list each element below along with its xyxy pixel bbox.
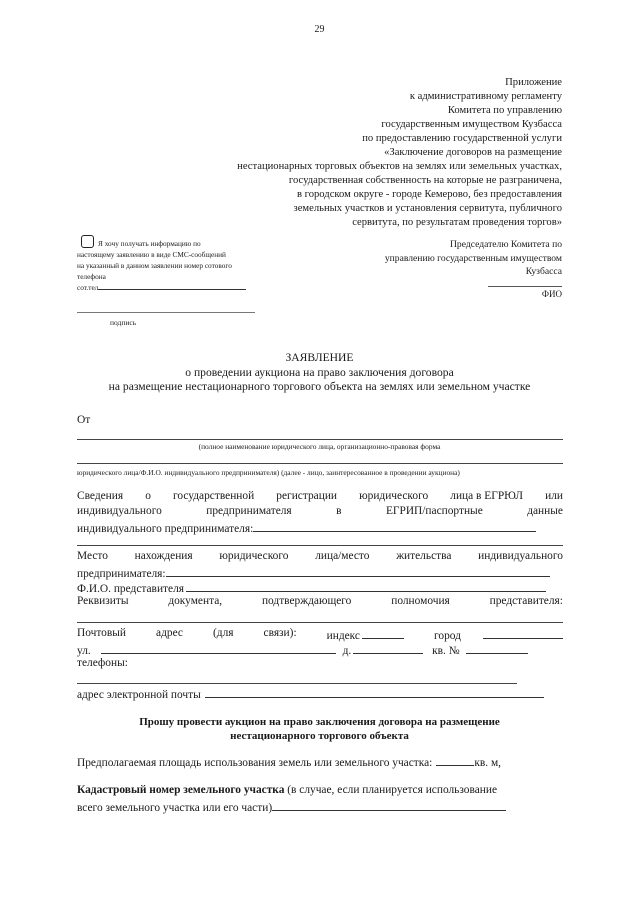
appendix-line: Приложение [505,77,562,88]
postal-index-field[interactable] [362,627,404,639]
document-word: документа, [168,595,223,607]
registration-word: о [145,490,151,502]
postal-word: (для [213,627,234,639]
appendix-line: «Заключение договоров на размещение [384,147,562,158]
apartment-label: кв. № [432,645,460,657]
sms-consent-line: настоящему заявлению в виде СМС-сообщений [77,250,226,259]
registration-row-1 [77,490,563,502]
registration-field-2[interactable] [77,545,563,546]
postal-index [327,627,404,642]
from-label: От [77,414,91,426]
location-field[interactable] [166,565,550,577]
street-label: ул. [77,645,91,657]
registration-word: предпринимателя [206,505,292,517]
postal-city [434,627,563,642]
sms-phone-field[interactable] [98,282,246,290]
location-label: предпринимателя: [77,568,166,580]
registration-field[interactable] [253,520,536,532]
registration-word: в [336,505,342,517]
addressee-line: Председателю Комитета по [449,239,562,250]
phones-label: телефоны: [77,657,128,669]
document-word: подтверждающего [261,595,352,607]
cadastral-row-1 [77,784,497,796]
fio-label: ФИО [541,289,562,299]
sms-phone-label: сот.тел [77,283,99,292]
postal-city-field[interactable] [483,627,563,639]
registration-word: юридического [359,490,429,502]
cadastral-line2: всего земельного участка или его части) [77,802,273,814]
registration-word: индивидуального [77,505,162,517]
request-line: Прошу провести аукцион на право заключения договора на размещение [139,716,500,728]
sms-consent-text [77,238,246,293]
registration-word: или [545,490,563,502]
document-word: Реквизиты [77,595,129,607]
sms-consent-line: Я хочу получать информацию по [98,239,201,248]
appendix-line: к административному регламенту [409,91,562,102]
document-field[interactable] [77,622,563,623]
appendix-header [237,76,562,230]
appendix-line: нестационарных торговых объектов на землях или земельных участках, [237,161,562,172]
postal-city-label: город [434,630,461,642]
postal-word: адрес [156,627,183,639]
cadastral-rest: (в случае, если планируется использование [284,784,498,796]
addressee-block [385,238,562,279]
house-label: д. [342,645,352,657]
street-row [77,642,528,657]
document-title [0,351,639,395]
title-subtitle: о проведении аукциона на право заключения договора [185,365,454,379]
postal-index-label: индекс [326,630,360,642]
applicant-name-field-2[interactable] [77,463,563,464]
street-field[interactable] [101,642,336,654]
postal-row [77,627,563,642]
addressee-line: управлению государственным имуществом [384,252,562,264]
sms-consent-line: телефона [77,272,106,281]
applicant-name-hint-2: юридического лица/Ф.И.О. индивидуального предпринимателя) (далее - лицо, заинтересованное в проведении аукциона) [77,468,460,477]
page-number: 29 [314,24,325,35]
postal-word: связи): [263,627,297,639]
representative-field[interactable] [186,580,546,592]
area-field[interactable] [436,754,474,766]
appendix-line: сервитута, по результатам проведения торгов» [352,217,562,228]
request-heading [0,715,639,743]
email-label: адрес электронной почты [77,689,201,701]
appendix-line: государственным имуществом Кузбасса [381,119,562,130]
area-row [77,754,501,769]
registration-row-3 [77,520,536,535]
location-word: лица/место [315,550,370,562]
signature-line[interactable] [77,312,255,313]
sms-consent-line: на указанный в данном заявлении номер сотового [77,261,232,270]
registration-word: данные [527,505,563,517]
registration-word: лица в ЕГРЮЛ [450,490,524,502]
email-row [77,686,544,701]
house-field[interactable] [353,642,423,654]
location-word: жительства [396,550,452,562]
addressee-line: Кузбасса [525,266,562,277]
registration-row-2 [77,505,563,517]
representative-label: Ф.И.О. представителя [77,583,184,595]
apartment-field[interactable] [466,642,528,654]
registration-word: Сведения [77,490,124,502]
appendix-line: земельных участков и установления сервитута, публичного [293,203,562,214]
area-unit: кв. м, [474,757,502,769]
email-field[interactable] [205,686,544,698]
location-row-1 [77,550,563,562]
appendix-line: Комитета по управлению [447,105,562,116]
location-word: нахождения [134,550,193,562]
representative-row [77,580,546,595]
location-word: индивидуального [478,550,563,562]
cadastral-label: Кадастровый номер земельного участка [77,784,285,796]
phones-field[interactable] [77,683,517,684]
applicant-name-hint: (полное наименование юридического лица, организационно-правовая форма [198,442,441,451]
area-label: Предполагаемая площадь использования земель или земельного участка: [77,757,433,769]
registration-label: индивидуального предпринимателя: [77,523,254,535]
registration-word: ЕГРИП/паспортные [385,505,483,517]
title-subtitle: на размещение нестационарного торгового объекта на землях или земельном участке [108,380,531,393]
applicant-name-field[interactable] [77,439,563,440]
document-row [77,595,563,607]
registration-word: государственной [173,490,255,502]
location-row-2 [77,565,550,580]
document-word: полномочия [391,595,450,607]
registration-word: регистрации [276,490,338,502]
request-line: нестационарного торгового объекта [230,730,409,742]
postal-word: Почтовый [77,627,127,639]
document-word: представителя: [489,595,563,607]
location-word: юридического [219,550,289,562]
appendix-line: в городском округе - городе Кемерово, без предоставления [296,189,562,200]
appendix-line: по предоставлению государственной услуги [362,133,562,144]
title-heading: ЗАЯВЛЕНИЕ [285,351,354,364]
fio-field[interactable] [488,286,562,287]
appendix-line: государственная собственность на которые не разграничена, [288,175,562,186]
cadastral-field[interactable] [272,799,506,811]
signature-label: подпись [110,318,137,327]
sms-phone-row [77,282,246,293]
cadastral-row-2 [77,799,506,814]
location-word: Место [77,550,108,562]
